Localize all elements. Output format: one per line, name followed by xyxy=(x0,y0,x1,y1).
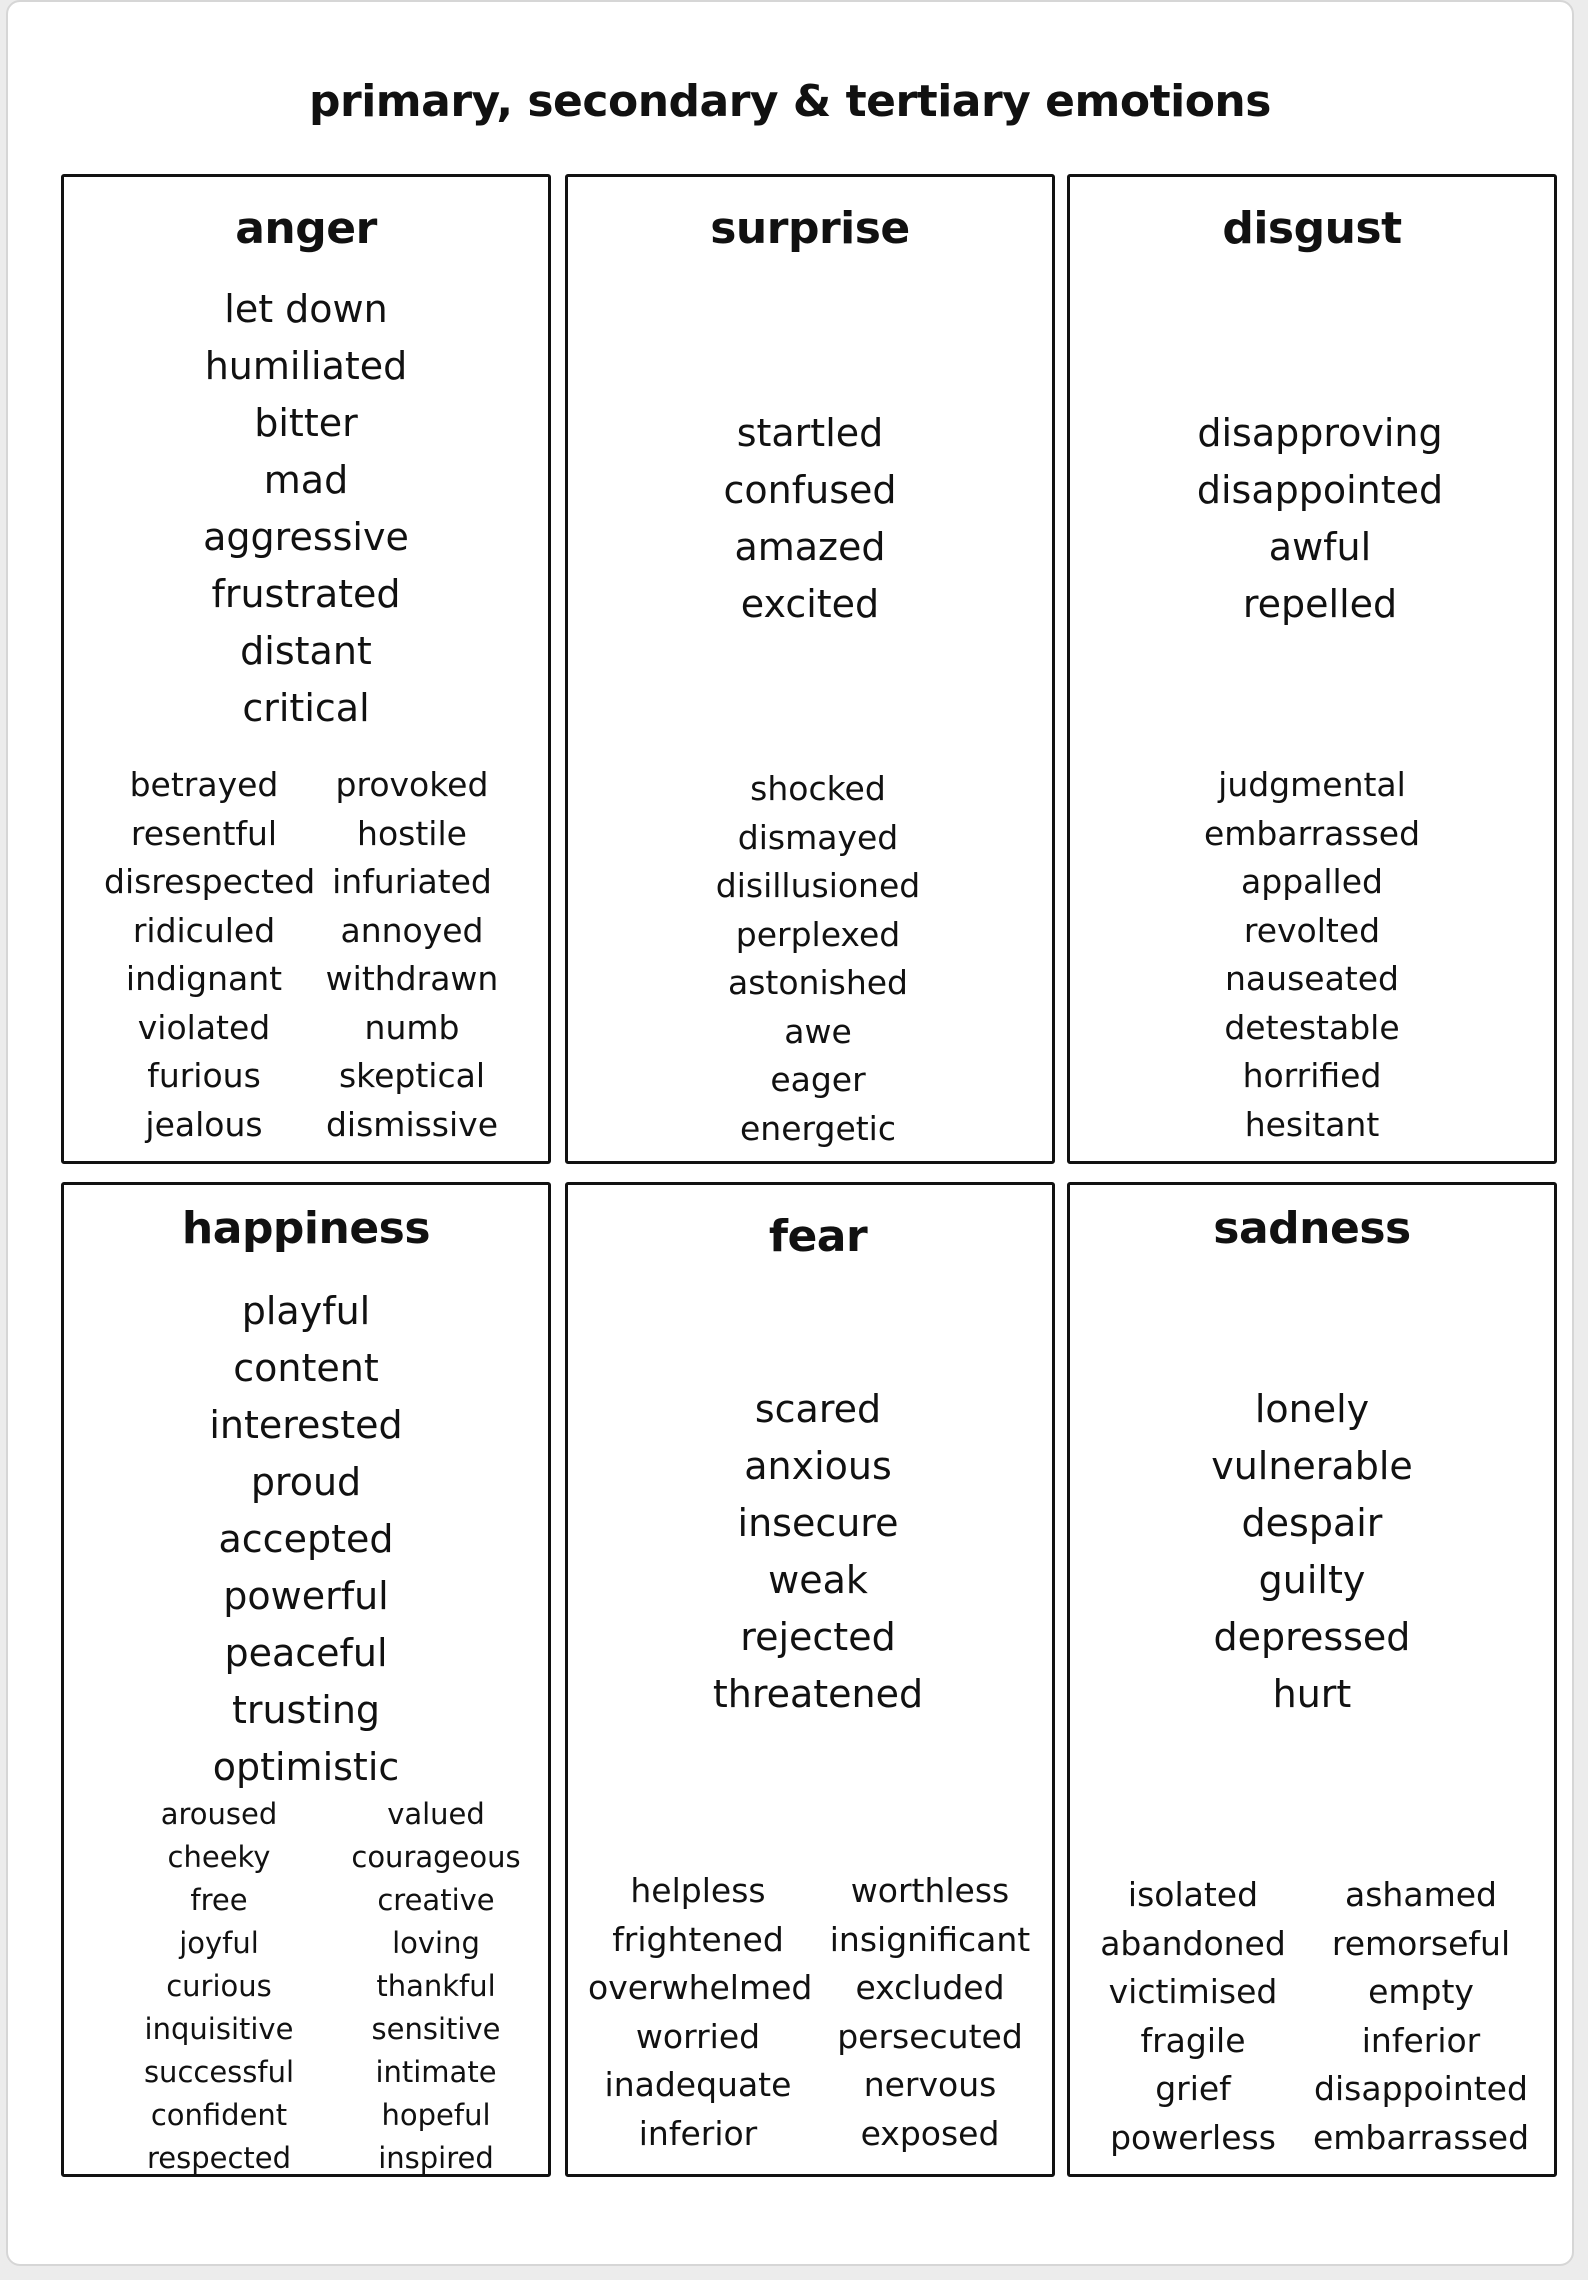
emotion-word: indignant xyxy=(125,959,283,998)
emotion-word: playful xyxy=(241,1289,371,1333)
panel-heading-disgust: disgust xyxy=(1222,203,1402,254)
emotion-word: appalled xyxy=(1241,862,1383,901)
emotion-word: provoked xyxy=(335,765,489,804)
emotion-word: nervous xyxy=(863,2065,997,2104)
tertiary-list-sadness-right xyxy=(1306,1871,1536,2162)
emotion-word: trusting xyxy=(231,1688,381,1732)
emotion-word: overwhelmed xyxy=(588,1968,813,2007)
emotion-word: fragile xyxy=(1140,2020,1246,2060)
emotion-word: empty xyxy=(1368,1972,1474,2011)
emotion-word: thankful xyxy=(376,1969,496,2003)
emotion-word: eager xyxy=(770,1060,866,1099)
tertiary-list-happiness-left xyxy=(119,1793,319,2180)
emotion-word: vulnerable xyxy=(1211,1444,1413,1488)
emotion-word: grief xyxy=(1155,2069,1231,2108)
emotions-sheet xyxy=(6,0,1574,2266)
tertiary-list-fear-right xyxy=(820,1867,1040,2158)
emotion-word: let down xyxy=(224,287,388,331)
secondary-list-anger xyxy=(64,281,548,737)
emotion-word: successful xyxy=(143,2055,295,2089)
emotion-word: confident xyxy=(150,2098,288,2132)
secondary-list-disgust xyxy=(1086,405,1554,633)
emotion-word: content xyxy=(233,1346,379,1390)
emotion-word: inferior xyxy=(638,2113,758,2153)
panel-disgust xyxy=(1067,174,1557,1164)
emotion-word: betrayed xyxy=(129,765,279,804)
emotion-word: scared xyxy=(754,1387,882,1431)
emotion-word: energetic xyxy=(739,1108,896,1148)
emotion-word: inquisitive xyxy=(144,2012,294,2046)
tertiary-list-anger-left xyxy=(104,761,316,1149)
emotion-word: abandoned xyxy=(1100,1923,1286,1963)
emotion-word: worthless xyxy=(850,1871,1010,1910)
emotion-word: bitter xyxy=(254,401,358,445)
emotion-word: disillusioned xyxy=(715,866,921,905)
emotion-word: excited xyxy=(740,582,880,626)
emotion-word: hostile xyxy=(357,813,467,853)
emotion-word: jealous xyxy=(145,1104,263,1144)
emotion-word: disappointed xyxy=(1196,468,1444,512)
emotion-word: aroused xyxy=(160,1797,278,1831)
emotion-word: cheeky xyxy=(167,1840,271,1874)
emotion-word: nauseated xyxy=(1225,959,1399,998)
emotion-word: guilty xyxy=(1258,1558,1366,1602)
emotion-word: disrespected xyxy=(104,862,316,901)
emotion-word: accepted xyxy=(218,1517,394,1561)
emotion-word: loving xyxy=(392,1926,480,1960)
emotion-word: powerless xyxy=(1110,2117,1276,2157)
emotion-word: intimate xyxy=(375,2055,497,2089)
emotion-word: ashamed xyxy=(1345,1875,1497,1914)
emotion-word: inspired xyxy=(378,2141,494,2175)
panel-surprise xyxy=(565,174,1055,1164)
emotion-word: remorseful xyxy=(1331,1923,1511,1963)
emotion-word: anxious xyxy=(744,1444,892,1488)
emotion-word: numb xyxy=(364,1007,460,1047)
emotion-word: lonely xyxy=(1254,1387,1370,1431)
emotion-word: humiliated xyxy=(204,344,408,388)
tertiary-list-sadness-left xyxy=(1088,1871,1298,2162)
emotion-word: revolted xyxy=(1243,910,1381,950)
emotion-word: awe xyxy=(784,1011,852,1051)
panel-heading-fear: fear xyxy=(768,1211,868,1262)
emotion-word: mad xyxy=(263,458,349,502)
emotion-word: embarrassed xyxy=(1203,813,1421,853)
panel-heading-anger: anger xyxy=(235,203,377,254)
emotion-word: persecuted xyxy=(837,2016,1023,2056)
emotion-word: amazed xyxy=(734,525,886,569)
emotion-word: disappointed xyxy=(1314,2069,1528,2108)
emotion-word: insecure xyxy=(737,1501,899,1545)
emotion-word: inferior xyxy=(1361,2020,1481,2060)
emotion-word: withdrawn xyxy=(325,959,499,998)
emotion-word: worried xyxy=(635,2016,761,2056)
emotion-word: free xyxy=(190,1883,248,1917)
panel-anger xyxy=(61,174,551,1164)
emotion-word: distant xyxy=(240,629,372,673)
emotion-word: aggressive xyxy=(203,515,409,559)
panel-sadness xyxy=(1067,1182,1557,2177)
emotion-word: curious xyxy=(166,1969,272,2003)
tertiary-list-anger-right xyxy=(312,761,512,1149)
emotion-word: sensitive xyxy=(371,2012,501,2046)
emotion-word: shocked xyxy=(750,769,886,808)
emotion-word: dismissive xyxy=(325,1104,498,1144)
emotion-word: respected xyxy=(146,2141,292,2175)
tertiary-list-surprise xyxy=(584,765,1052,1153)
tertiary-list-disgust xyxy=(1070,761,1554,1149)
emotion-word: rejected xyxy=(740,1615,896,1659)
panel-heading-surprise: surprise xyxy=(710,203,910,254)
panel-fear xyxy=(565,1182,1055,2177)
emotion-word: peaceful xyxy=(224,1631,388,1675)
emotion-word: courageous xyxy=(351,1840,521,1874)
emotion-word: frightened xyxy=(612,1919,784,1959)
tertiary-list-happiness-right xyxy=(336,1793,536,2180)
emotion-word: isolated xyxy=(1127,1875,1259,1914)
panel-happiness xyxy=(61,1182,551,2177)
emotion-word: ridiculed xyxy=(132,910,276,950)
emotion-word: judgmental xyxy=(1218,765,1406,804)
emotion-word: annoyed xyxy=(340,910,484,950)
emotion-word: perplexed xyxy=(735,914,901,954)
emotion-word: astonished xyxy=(728,963,908,1002)
emotion-word: embarrassed xyxy=(1312,2117,1530,2157)
emotion-word: confused xyxy=(723,468,897,512)
emotion-word: excluded xyxy=(855,1968,1005,2007)
emotion-word: startled xyxy=(736,411,884,455)
emotion-word: optimistic xyxy=(212,1745,400,1789)
emotion-word: horrified xyxy=(1242,1056,1382,1095)
emotion-word: despair xyxy=(1241,1501,1383,1545)
panel-heading-sadness: sadness xyxy=(1213,1203,1411,1254)
emotion-word: violated xyxy=(137,1007,271,1047)
emotion-word: threatened xyxy=(712,1672,924,1716)
emotion-word: resentful xyxy=(130,813,278,853)
emotion-word: exposed xyxy=(860,2113,1000,2153)
secondary-list-happiness xyxy=(64,1283,548,1796)
emotion-word: critical xyxy=(242,686,370,730)
secondary-list-fear xyxy=(584,1381,1052,1723)
emotion-word: inadequate xyxy=(604,2065,792,2104)
emotion-word: hesitant xyxy=(1244,1104,1380,1144)
tertiary-list-fear-left xyxy=(588,1867,813,2158)
emotion-word: infuriated xyxy=(332,862,492,901)
secondary-list-sadness xyxy=(1070,1381,1554,1723)
emotion-word: joyful xyxy=(179,1926,259,1960)
secondary-list-surprise xyxy=(568,405,1052,633)
emotion-word: powerful xyxy=(223,1574,389,1618)
emotion-word: skeptical xyxy=(338,1056,486,1095)
emotion-word: repelled xyxy=(1242,582,1398,626)
emotion-word: hurt xyxy=(1272,1672,1352,1716)
page-title: primary, secondary & tertiary emotions xyxy=(309,76,1271,127)
emotion-word: creative xyxy=(377,1883,495,1917)
emotion-word: awful xyxy=(1268,525,1372,569)
emotion-word: dismayed xyxy=(737,817,899,857)
emotion-word: victimised xyxy=(1108,1972,1278,2011)
emotion-word: hopeful xyxy=(381,2098,491,2132)
emotion-word: helpless xyxy=(630,1871,766,1910)
emotion-word: insignificant xyxy=(829,1919,1031,1959)
emotion-word: detestable xyxy=(1224,1007,1400,1047)
emotion-word: proud xyxy=(250,1460,362,1504)
emotion-word: valued xyxy=(387,1797,485,1831)
emotion-word: furious xyxy=(147,1056,261,1095)
panel-heading-happiness: happiness xyxy=(181,1203,431,1254)
emotion-word: weak xyxy=(768,1558,868,1602)
emotion-word: frustrated xyxy=(211,572,401,616)
emotion-word: disapproving xyxy=(1197,411,1443,455)
emotion-word: interested xyxy=(209,1403,403,1447)
emotion-word: depressed xyxy=(1213,1615,1411,1659)
